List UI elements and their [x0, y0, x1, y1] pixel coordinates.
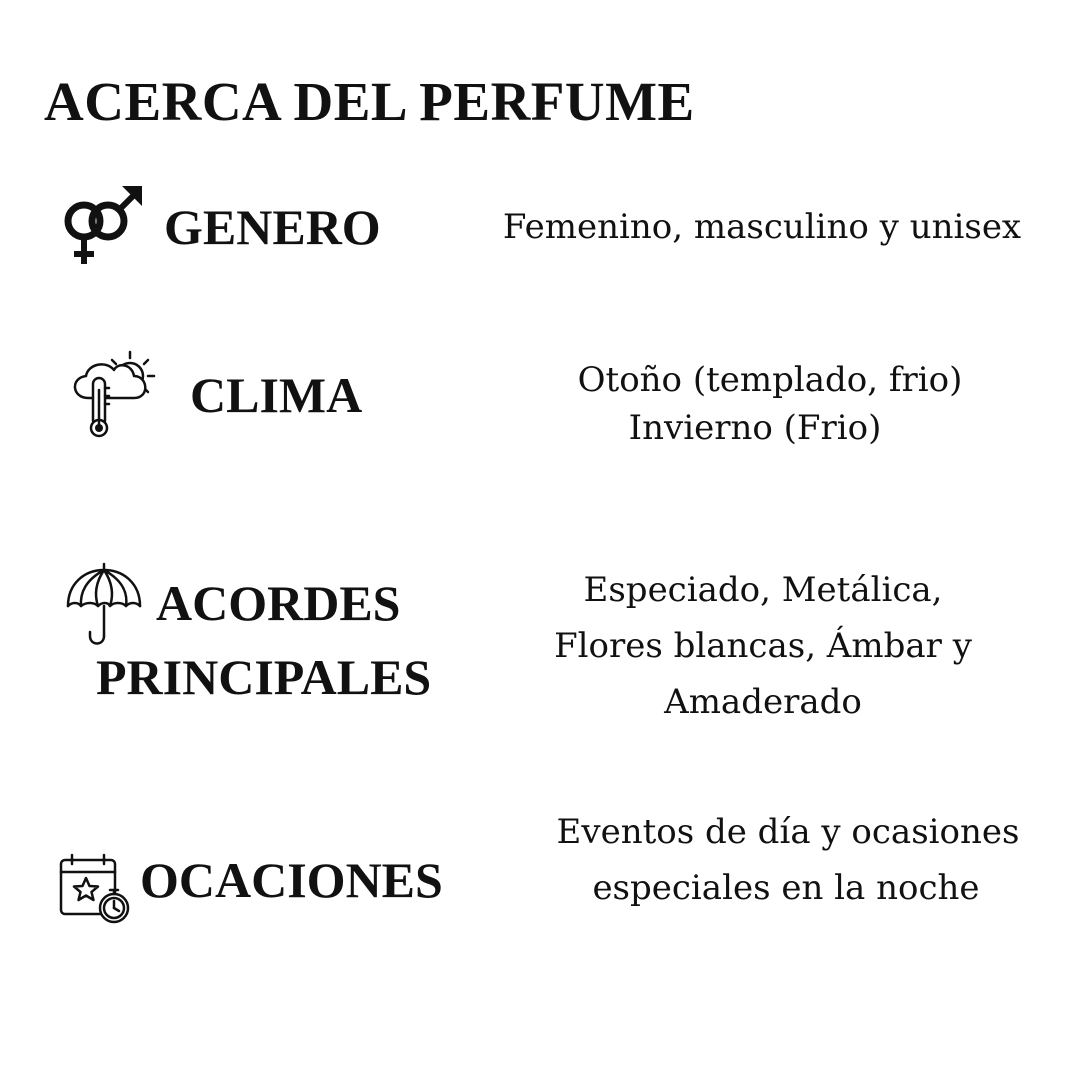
- calendar-stopwatch-icon: [58, 852, 134, 928]
- acordes-label-line-1: ACORDES: [156, 575, 401, 631]
- ocaciones-value-line-2: especiales en la noche: [592, 868, 980, 908]
- ocaciones-value: [518, 804, 1058, 916]
- genero-value: [488, 201, 1036, 253]
- clima-value-line-2: Invierno (Frio): [628, 408, 882, 448]
- acordes-value-line-1: Especiado, Metálica,: [583, 570, 943, 610]
- acordes-value: [518, 562, 1058, 730]
- page-title: ACERCA DEL PERFUME: [44, 71, 695, 132]
- genero-value-line: Femenino, masculino y unisex: [502, 207, 1022, 247]
- acordes-value-line-3: Amaderado: [664, 682, 862, 722]
- weather-thermometer-icon: [66, 348, 158, 438]
- gender-symbols-icon: [60, 184, 144, 268]
- clima-label: CLIMA: [190, 367, 363, 423]
- clima-value-line-1: Otoño (templado, frio): [577, 360, 963, 400]
- acordes-label: [96, 566, 476, 714]
- acordes-label-line-2: PRINCIPALES: [96, 649, 432, 705]
- ocaciones-label: OCACIONES: [140, 852, 443, 908]
- acordes-value-line-2: Flores blancas, Ámbar y: [554, 626, 972, 666]
- ocaciones-value-line-1: Eventos de día y ocasiones: [556, 812, 1020, 852]
- clima-value: [500, 356, 1040, 452]
- genero-label: GENERO: [164, 199, 381, 255]
